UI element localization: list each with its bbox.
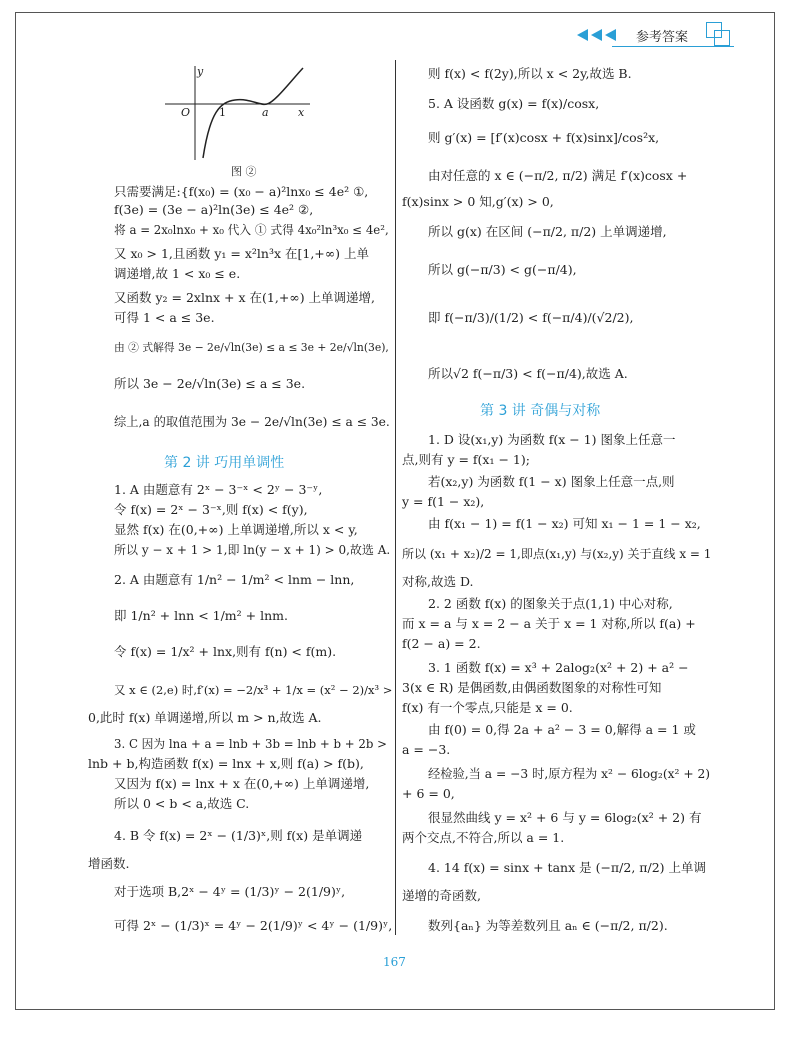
- left-line: 增函数.: [88, 856, 130, 871]
- left-line: 又 x ∈ (2,e) 时,f′(x) = −2/x³ + 1/x = (x² − 2)/x³ >: [114, 683, 393, 697]
- header-title: 参考答案: [636, 30, 689, 45]
- right-line: 3(x ∈ R) 是偶函数,由偶函数图象的对称性可知: [402, 680, 662, 695]
- left-line: 2. A 由题意有 1/n² − 1/m² < lnm − lnn,: [114, 572, 355, 587]
- page-number: 167: [383, 955, 406, 969]
- right-line: 3. 1 函数 f(x) = x³ + 2alog₂(x² + 2) + a² −: [428, 660, 689, 675]
- right-line: 数列{aₙ} 为等差数列且 aₙ ∈ (−π/2, π/2).: [428, 918, 668, 933]
- right-line: f(x)sinx > 0 知,g′(x) > 0,: [402, 194, 554, 209]
- chevron-left-icon: [591, 29, 602, 41]
- left-line: 显然 f(x) 在(0,+∞) 上单调递增,所以 x < y,: [114, 522, 358, 537]
- right-line: a = −3.: [402, 742, 451, 757]
- left-line: 又因为 f(x) = lnx + x 在(0,+∞) 上单调递增,: [114, 776, 370, 791]
- right-line: 由 f(x₁ − 1) = f(1 − x₂) 可知 x₁ − 1 = 1 − x₂,: [428, 516, 701, 531]
- right-line: 所以 g(−π/3) < g(−π/4),: [428, 262, 577, 277]
- left-line: 令 f(x) = 1/x² + lnx,则有 f(n) < f(m).: [114, 644, 337, 659]
- right-line: 两个交点,不符合,所以 a = 1.: [402, 830, 565, 845]
- header-square-icon: [714, 30, 730, 46]
- right-line: 即 f(−π/3)/(1/2) < f(−π/4)/(√2/2),: [428, 310, 634, 325]
- right-line: + 6 = 0,: [402, 786, 455, 801]
- section-heading-2: 第 2 讲 巧用单调性: [164, 455, 285, 471]
- tick-1-label: 1: [219, 106, 226, 119]
- right-line: 经检验,当 a = −3 时,原方程为 x² − 6log₂(x² + 2): [428, 767, 711, 781]
- right-line: 4. 14 f(x) = sinx + tanx 是 (−π/2, π/2) 上单调: [428, 860, 706, 875]
- left-line: 综上,a 的取值范围为 3e − 2e/√ln(3e) ≤ a ≤ 3e.: [114, 415, 390, 429]
- left-line: 4. B 令 f(x) = 2ˣ − (1/3)ˣ,则 f(x) 是单调递: [114, 828, 363, 843]
- column-divider: [395, 60, 396, 935]
- left-line: 又函数 y₂ = 2xlnx + x 在(1,+∞) 上单调递增,: [114, 290, 376, 305]
- right-line: 递增的奇函数,: [402, 888, 481, 903]
- axis-y-label: y: [197, 65, 204, 78]
- right-line: 而 x = a 与 x = 2 − a 关于 x = 1 对称,所以 f(a) +: [402, 616, 696, 631]
- left-line: 只需要满足:{f(x₀) = (x₀ − a)²lnx₀ ≤ 4e² ①,: [114, 184, 369, 199]
- left-line: 3. C 因为 lna + a = lnb + 3b = lnb + b + 2b >: [114, 737, 387, 751]
- right-line: 由 f(0) = 0,得 2a + a² − 3 = 0,解得 a = 1 或: [428, 722, 696, 737]
- right-line: 5. A 设函数 g(x) = f(x)/cosx,: [428, 96, 600, 111]
- right-line: 由对任意的 x ∈ (−π/2, π/2) 满足 f′(x)cosx +: [428, 168, 688, 183]
- chevron-left-icon: [605, 29, 616, 41]
- right-line: 所以 g(x) 在区间 (−π/2, π/2) 上单调递增,: [428, 224, 667, 239]
- left-line: 所以 y − x + 1 > 1,即 ln(y − x + 1) > 0,故选 A.: [114, 543, 391, 557]
- left-line: 即 1/n² + lnn < 1/m² + lnm.: [114, 608, 288, 623]
- left-line: 1. A 由题意有 2ˣ − 3⁻ˣ < 2ʸ − 3⁻ʸ,: [114, 482, 323, 497]
- left-line: 可得 1 < a ≤ 3e.: [114, 310, 215, 325]
- chevron-left-icon: [577, 29, 588, 41]
- left-line: 所以 0 < b < a,故选 C.: [114, 796, 250, 811]
- left-line: f(3e) = (3e − a)²ln(3e) ≤ 4e² ②,: [114, 202, 314, 217]
- left-line: 令 f(x) = 2ˣ − 3⁻ˣ,则 f(x) < f(y),: [114, 502, 308, 517]
- right-line: f(2 − a) = 2.: [402, 636, 481, 651]
- axis-x-label: x: [298, 106, 305, 119]
- right-line: f(x) 有一个零点,只能是 x = 0.: [402, 700, 573, 715]
- left-line: lnb + b,构造函数 f(x) = lnx + x,则 f(a) > f(b),: [88, 756, 364, 771]
- right-line: y = f(1 − x₂),: [402, 494, 485, 509]
- left-line: 调递增,故 1 < x₀ ≤ e.: [114, 266, 241, 281]
- left-line: 由 ② 式解得 3e − 2e/√ln(3e) ≤ a ≤ 3e + 2e/√ln(3e),: [114, 341, 389, 354]
- left-line: 对于选项 B,2ˣ − 4ʸ = (1/3)ʸ − 2(1/9)ʸ,: [114, 884, 346, 899]
- left-line: 0,此时 f(x) 单调递增,所以 m > n,故选 A.: [88, 710, 322, 725]
- left-line: 又 x₀ > 1,且函数 y₁ = x²ln³x 在[1,+∞) 上单: [114, 246, 370, 261]
- left-line: 将 a = 2x₀lnx₀ + x₀ 代入 ① 式得 4x₀²ln³x₀ ≤ 4e²,: [114, 223, 389, 237]
- right-line: 点,则有 y = f(x₁ − 1);: [402, 452, 530, 467]
- right-line: 所以√2 f(−π/3) < f(−π/4),故选 A.: [428, 366, 628, 381]
- right-line: 则 g′(x) = [f′(x)cosx + f(x)sinx]/cos²x,: [428, 130, 660, 145]
- section-heading-3: 第 3 讲 奇偶与对称: [480, 403, 601, 419]
- right-line: 所以 (x₁ + x₂)/2 = 1,即点(x₁,y) 与(x₂,y) 关于直线 x = 1: [402, 547, 712, 561]
- left-line: 所以 3e − 2e/√ln(3e) ≤ a ≤ 3e.: [114, 376, 306, 391]
- tick-a-label: a: [262, 106, 269, 119]
- figure-caption: 图 ②: [231, 165, 257, 178]
- right-line: 2. 2 函数 f(x) 的图象关于点(1,1) 中心对称,: [428, 596, 673, 611]
- right-line: 若(x₂,y) 为函数 f(1 − x) 图象上任意一点,则: [428, 474, 675, 489]
- left-line: 可得 2ˣ − (1/3)ˣ = 4ʸ − 2(1/9)ʸ < 4ʸ − (1/9)ʸ,: [114, 918, 393, 933]
- right-line: 1. D 设(x₁,y) 为函数 f(x − 1) 图象上任意一: [428, 432, 676, 447]
- right-line: 则 f(x) < f(2y),所以 x < 2y,故选 B.: [428, 66, 632, 81]
- header-rule: [612, 46, 734, 47]
- origin-label: O: [181, 106, 191, 119]
- right-line: 对称,故选 D.: [402, 574, 474, 589]
- right-line: 很显然曲线 y = x² + 6 与 y = 6log₂(x² + 2) 有: [428, 810, 702, 825]
